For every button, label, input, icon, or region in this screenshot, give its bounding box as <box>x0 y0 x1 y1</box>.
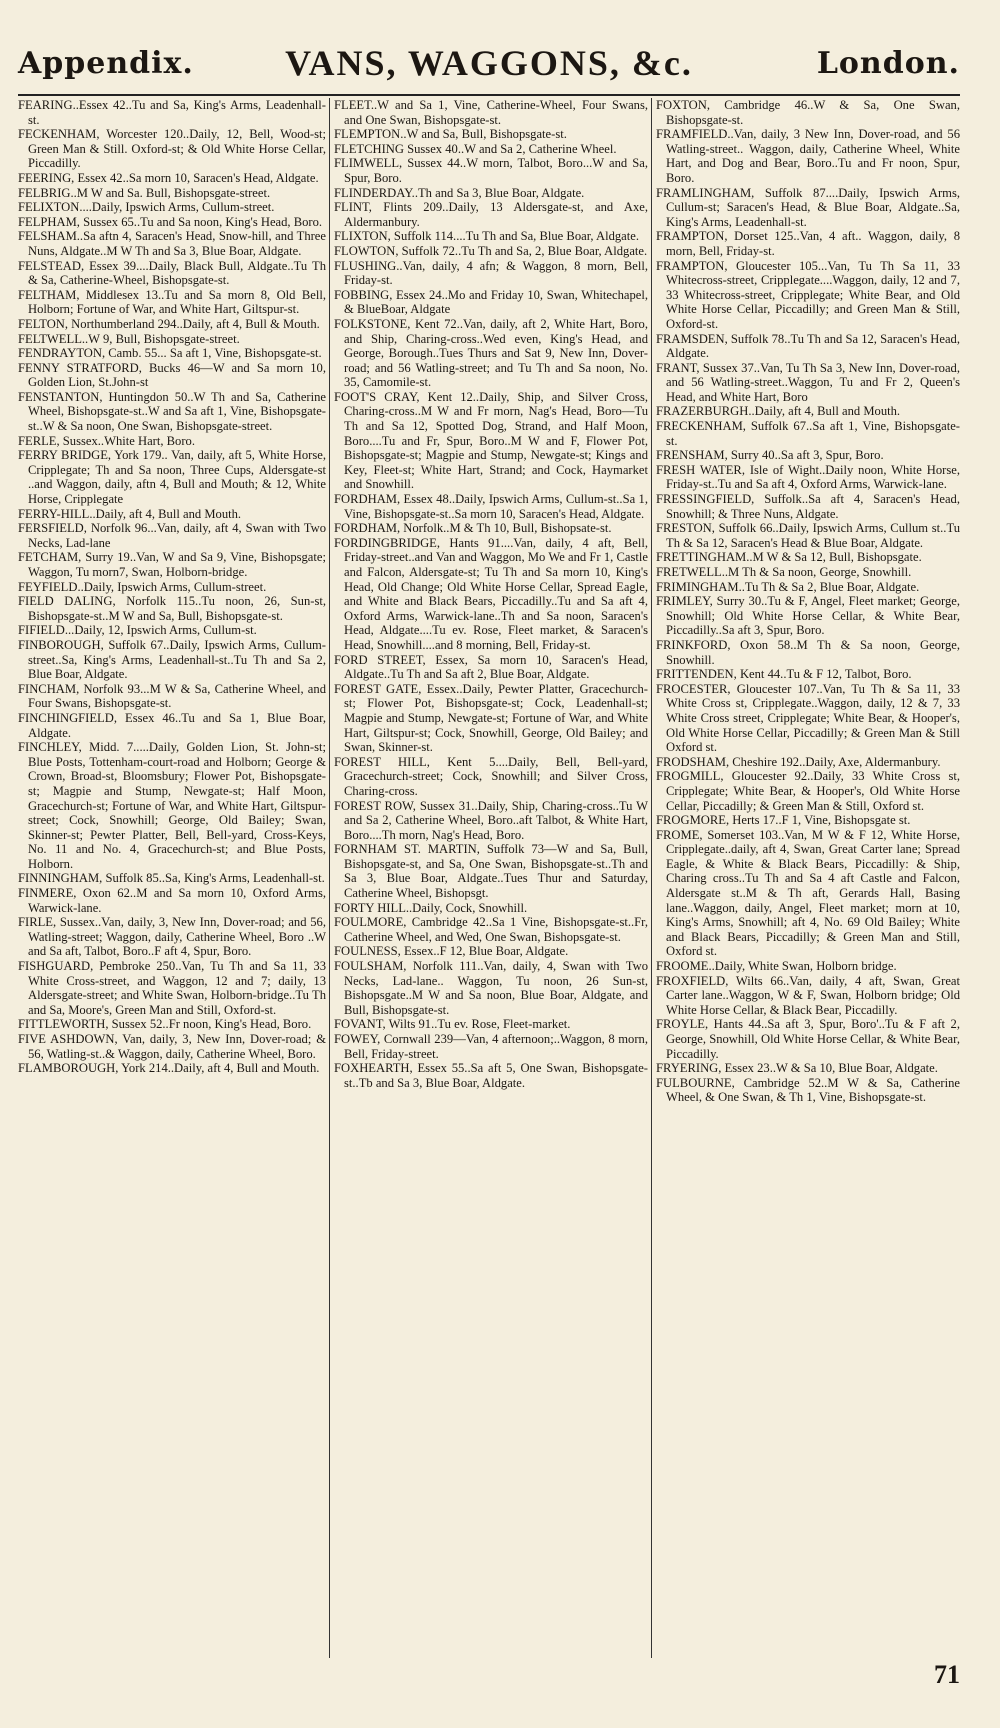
directory-entry: FOOT'S CRAY, Kent 12..Daily, Ship, and Silver Cross, Charing-cross..M W and Fr morn, Nag's Head, Boro—Tu Th and Sa 12, Spotted Dog, Strand, and Half Moon, Boro....Tu and Fr, Spur, Boro..M W and F, Flower Pot, Bishopsgate-st; Magpie and Stump, Newgate-st; Kings and Key, Fleet-st; White Hart, Strand; and Cock, Haymarket and Snowhill. <box>334 389 648 492</box>
directory-entry: FLIXTON, Suffolk 114....Tu Th and Sa, Blue Boar, Aldgate. <box>334 229 640 244</box>
directory-entry: FORDHAM, Essex 48..Daily, Ipswich Arms, Cullum-st..Sa 1, Vine, Bishopsgate-st..Sa morn 10, Saracen's Head, Aldgate. <box>334 492 648 521</box>
directory-entry: FLETCHING Sussex 40..W and Sa 2, Catherine Wheel. <box>334 141 617 156</box>
column-3 <box>656 98 960 1658</box>
directory-entry: FRETTINGHAM..M W & Sa 12, Bull, Bishopsgate. <box>656 550 922 565</box>
directory-entry: FRITTENDEN, Kent 44..Tu & F 12, Talbot, Boro. <box>656 667 912 682</box>
directory-entry: FIRLE, Sussex..Van, daily, 3, New Inn, Dover-road; and 56, Watling-street; Waggon, daily, Catherine Wheel, Boro ..W and Sa aft, Talbot, Boro..F aft 4, Spur, Boro. <box>18 915 326 959</box>
directory-entry: FINMERE, Oxon 62..M and Sa morn 10, Oxford Arms, Warwick-lane. <box>18 886 326 915</box>
directory-entry: FRAZERBURGH..Daily, aft 4, Bull and Mouth. <box>656 404 901 419</box>
directory-entry: FOBBING, Essex 24..Mo and Friday 10, Swan, Whitechapel, & BlueBoar, Aldgate <box>334 287 648 317</box>
column-divider <box>329 98 330 1658</box>
directory-entry: FLINT, Flints 209..Daily, 13 Aldersgate-st, and Axe, Aldermanbury. <box>334 200 648 229</box>
directory-entry: FINCHINGFIELD, Essex 46..Tu and Sa 1, Blue Boar, Aldgate. <box>18 710 326 740</box>
directory-entry: FINCHLEY, Midd. 7.....Daily, Golden Lion, St. John-st; Blue Posts, Tottenham-court-road and Holborn; George & Crown, Broad-st, Bloomsbury; Flower Pot, Bishopsgate-st; Magpie and Stump, Newgate-st; Half Moon, Gracechurch-st; Fortune of War, and White Hart, Giltspur-street; Cock, Snowhill; George, Old Bailey; Swan, Skinner-st; Pewter Platter, Bell, Bell-yard, Cross-Keys, No. 11 and No. 4, Gracechurch-st; and Blue Posts, Holborn. <box>18 740 326 871</box>
directory-entry: FROYLE, Hants 44..Sa aft 3, Spur, Boro'..Tu & F aft 2, George, Snowhill, Old White Horse Cellar, & White Bear, Piccadilly. <box>656 1017 960 1061</box>
directory-entry: FORD STREET, Essex, Sa morn 10, Saracen's Head, Aldgate..Tu Th and Sa aft 2, Blue Boar, Aldgate. <box>334 652 648 682</box>
directory-entry: FRANT, Sussex 37..Van, Tu Th Sa 3, New Inn, Dover-road, and 56 Watling-street..Waggon, Tu and Fr 2, Queen's Head, and White Hart, Boro <box>656 360 960 404</box>
directory-entry: FLEET..W and Sa 1, Vine, Catherine-Wheel, Four Swans, and One Swan, Bishopsgate-st. <box>334 98 648 127</box>
directory-entry: FORDHAM, Norfolk..M & Th 10, Bull, Bishopsate-st. <box>334 521 612 536</box>
directory-entry: FLUSHING..Van, daily, 4 afn; & Waggon, 8 morn, Bell, Friday-st. <box>334 258 648 288</box>
directory-entry: FULBOURNE, Cambridge 52..M W & Sa, Catherine Wheel, & One Swan, & Th 1, Vine, Bishopsgate-st. <box>656 1075 960 1105</box>
directory-entry: FOULSHAM, Norfolk 111..Van, daily, 4, Swan with Two Necks, Lad-lane.. Waggon, Tu noon, 26 Sun-st, Bishopsgate..M W and Sa noon, Blue Boar, Aldgate, and Bull, Bishopsgate-st. <box>334 959 648 1017</box>
column-divider <box>651 98 652 1658</box>
directory-entry: FOREST GATE, Essex..Daily, Pewter Platter, Gracechurch-st; Flower Pot, Bishopsgate-st; Cock, Leadenhall-st; Magpie and Stump, Newgate-st; Fortune of War, and White Hart, Giltspur-st; Cock, Snowhill, George, Old Bailey; and Swan, Skinner-st. <box>334 681 648 755</box>
directory-entry: FELPHAM, Sussex 65..Tu and Sa noon, King's Head, Boro. <box>18 214 323 229</box>
directory-entry: FEERING, Essex 42..Sa morn 10, Saracen's Head, Aldgate. <box>18 170 319 185</box>
directory-entry: FOWEY, Cornwall 239—Van, 4 afternoon;..Waggon, 8 morn, Bell, Friday-street. <box>334 1032 648 1061</box>
directory-entry: FECKENHAM, Worcester 120..Daily, 12, Bell, Wood-st; Green Man & Still. Oxford-st; & Old White Horse Cellar, Piccadilly. <box>18 127 326 171</box>
directory-entry: FLINDERDAY..Th and Sa 3, Blue Boar, Aldgate. <box>334 185 585 200</box>
directory-entry: FORDINGBRIDGE, Hants 91....Van, daily, 4 aft, Bell, Friday-street..and Van and Waggon, Mo We and Fr 1, Castle and Falcon, Aldersgate-st; Tu Th and Sa morn 10, King's Head, Old Change; Old White Horse Cellar, Spread Eagle, and White and Black Bears, Piccadilly..Tu and Sa aft 4, Oxford Arms, Warwick-lane..Th and Sa noon, Saracen's Head, Aldgate....Tu ev. Rose, Fleet market, & Saracen's Head, Snowhill....and 8 morning, Bell, Friday-st. <box>334 535 648 652</box>
header-rule <box>18 94 960 96</box>
directory-entry: FELTON, Northumberland 294..Daily, aft 4, Bull & Mouth. <box>18 316 320 331</box>
directory-entry: FORNHAM ST. MARTIN, Suffolk 73—W and Sa, Bull, Bishopsgate-st, and Sa, One Swan, Bishopsgate-st..Th and Sa 3, Blue Boar, Aldgate..Tues Thur and Saturday, Catherine Wheel, Bishopsgt. <box>334 842 648 901</box>
directory-entry: FRECKENHAM, Suffolk 67..Sa aft 1, Vine, Bishopsgate-st. <box>656 419 960 448</box>
directory-entry: FRAMSDEN, Suffolk 78..Tu Th and Sa 12, Saracen's Head, Aldgate. <box>656 331 960 361</box>
directory-entry: FRAMLINGHAM, Suffolk 87....Daily, Ipswich Arms, Cullum-st; Saracen's Head, & Blue Boar, Aldgate..Sa, King's Arms, Leadenhall-st. <box>656 185 960 229</box>
directory-entry: FELBRIG..M W and Sa. Bull, Bishopsgate-street. <box>18 185 271 200</box>
directory-entry: FRIMLEY, Surry 30..Tu & F, Angel, Fleet market; George, Snowhill; Old White Horse Cellar, & White Bear, Piccadilly..Sa aft 3, Spur, Boro. <box>656 594 960 638</box>
directory-entry: FRESSINGFIELD, Suffolk..Sa aft 4, Saracen's Head, Snowhill; & Three Nuns, Aldgate. <box>656 492 960 521</box>
directory-entry: FROGMILL, Gloucester 92..Daily, 33 White Cross st, Cripplegate; White Bear, & Hooper's, Old White Horse Cellar, Piccadilly; & Green Man & Still, Oxford st. <box>656 769 960 813</box>
page-number: 71 <box>934 1660 960 1689</box>
directory-entry: FRYERING, Essex 23..W & Sa 10, Blue Boar, Aldgate. <box>656 1061 938 1076</box>
column-1 <box>18 98 326 1658</box>
columns <box>18 98 960 1658</box>
directory-entry: FOLKSTONE, Kent 72..Van, daily, aft 2, White Hart, Boro, and Ship, Charing-cross..Wed even, King's Head, and George, Borough..Tues Thurs and Sat 9, New Inn, Dover-road; and 56 Watling-street; and Tu Th and Sa noon, No. 35, Camomile-st. <box>334 316 648 390</box>
directory-entry: FLIMWELL, Sussex 44..W morn, Talbot, Boro...W and Sa, Spur, Boro. <box>334 156 648 185</box>
header-title: VANS, WAGGONS, &c. <box>285 43 693 83</box>
directory-entry: FRAMPTON, Dorset 125..Van, 4 aft.. Waggon, daily, 8 morn, Bell, Friday-st. <box>656 229 960 258</box>
directory-entry: FENNY STRATFORD, Bucks 46—W and Sa morn 10, Golden Lion, St.John-st <box>18 360 326 390</box>
directory-entry: FERRY BRIDGE, York 179.. Van, daily, aft 5, White Horse, Cripplegate; Th and Sa noon, Three Cups, Aldersgate-st ..and Waggon, daily, aftn 4, Bull and Mouth; & 12, White Horse, Cripplegate <box>18 448 326 507</box>
directory-entry: FIELD DALING, Norfolk 115..Tu noon, 26, Sun-st, Bishopsgate-st..M W and Sa, Bull, Bishopsgate-st. <box>18 594 326 623</box>
directory-entry: FELSHAM..Sa aftn 4, Saracen's Head, Snow-hill, and Three Nuns, Aldgate..M W Th and Sa 3, Blue Boar, Aldgate. <box>18 229 326 258</box>
directory-entry: FRAMPTON, Gloucester 105...Van, Tu Th Sa 11, 33 Whitecross-street, Cripplegate....Waggon, daily, 12 and 7, 33 Whitecross-street, Cripplegate; White Bear, and Old White Horse Cellar, Piccadilly; and Green Man & Still, Oxford-st. <box>656 258 960 331</box>
directory-entry: FOREST HILL, Kent 5....Daily, Bell, Bell-yard, Gracechurch-street; Cock, Snowhill; and Silver Cross, Charing-cross. <box>334 754 648 798</box>
directory-entry: FENDRAYTON, Camb. 55... Sa aft 1, Vine, Bishopsgate-st. <box>18 346 322 361</box>
directory-entry: FELIXTON....Daily, Ipswich Arms, Cullum-street. <box>18 200 275 215</box>
directory-entry: FRODSHAM, Cheshire 192..Daily, Axe, Aldermanbury. <box>656 754 941 769</box>
directory-entry: FRESTON, Suffolk 66..Daily, Ipswich Arms, Cullum st..Tu Th & Sa 12, Saracen's Head & Blue Boar, Aldgate. <box>656 521 960 550</box>
directory-entry: FINBOROUGH, Suffolk 67..Daily, Ipswich Arms, Cullum-street..Sa, King's Arms, Leadenhall-st..Tu Th and Sa 2, Blue Boar, Aldgate. <box>18 637 326 682</box>
directory-entry: FEARING..Essex 42..Tu and Sa, King's Arms, Leadenhall-st. <box>18 98 326 127</box>
directory-entry: FLAMBOROUGH, York 214..Daily, aft 4, Bull and Mouth. <box>18 1061 320 1076</box>
directory-entry: FORTY HILL..Daily, Cock, Snowhill. <box>334 900 528 915</box>
directory-entry: FRINKFORD, Oxon 58..M Th & Sa noon, George, Snowhill. <box>656 637 960 667</box>
directory-entry: FITTLEWORTH, Sussex 52..Fr noon, King's Head, Boro. <box>18 1017 312 1032</box>
directory-entry: FENSTANTON, Huntingdon 50..W Th and Sa, Catherine Wheel, Bishopsgate-st..W and Sa aft 1, Vine, Bishopsgate-st..W & Sa noon, One Swan, Bishopsgate-street. <box>18 389 326 434</box>
directory-entry: FOXTON, Cambridge 46..W & Sa, One Swan, Bishopsgate-st. <box>656 98 960 127</box>
directory-entry: FELTHAM, Middlesex 13..Tu and Sa morn 8, Old Bell, Holborn; Fortune of War, and White Hart, Giltspur-st. <box>18 287 326 317</box>
directory-entry: FERRY-HILL..Daily, aft 4, Bull and Mouth. <box>18 506 242 521</box>
directory-entry: FOVANT, Wilts 91..Tu ev. Rose, Fleet-market. <box>334 1017 571 1032</box>
directory-entry: FRENSHAM, Surry 40..Sa aft 3, Spur, Boro. <box>656 448 884 463</box>
page-header <box>18 40 960 90</box>
directory-entry: FRIMINGHAM..Tu Th & Sa 2, Blue Boar, Aldgate. <box>656 579 920 594</box>
column-2 <box>334 98 648 1658</box>
directory-entry: FETCHAM, Surry 19..Van, W and Sa 9, Vine, Bishopsgate; Waggon, Tu morn7, Swan, Holborn-bridge. <box>18 550 326 579</box>
directory-entry: FOULNESS, Essex..F 12, Blue Boar, Aldgate. <box>334 944 569 959</box>
header-section-label: Appendix. <box>18 46 194 81</box>
directory-entry: FOXHEARTH, Essex 55..Sa aft 5, One Swan, Bishopsgate-st..Tb and Sa 3, Blue Boar, Aldgate. <box>334 1061 648 1090</box>
directory-entry: FRESH WATER, Isle of Wight..Daily noon, White Horse, Friday-st..Tu and Sa aft 4, Oxford Arms, Warwick-lane. <box>656 462 960 492</box>
directory-entry: FROXFIELD, Wilts 66..Van, daily, 4 aft, Swan, Great Carter lane..Waggon, W & F, Swan, Holborn bridge; Old White Horse Cellar, & Black Bear, Piccadilly. <box>656 973 960 1017</box>
directory-entry: FOREST ROW, Sussex 31..Daily, Ship, Charing-cross..Tu W and Sa 2, Catherine Wheel, Boro..aft Talbot, & White Hart, Boro....Th morn, Nag's Head, Boro. <box>334 798 648 842</box>
directory-entry: FROCESTER, Gloucester 107..Van, Tu Th & Sa 11, 33 White Cross st, Cripplegate..Waggon, daily, 12 & 7, 33 White Cross street, Cripplegate; White Bear, & Hooper's, Old White Horse Cellar, Piccadilly; & Green Man & Still Oxford st. <box>656 681 960 755</box>
directory-entry: FELTWELL..W 9, Bull, Bishopsgate-street. <box>18 331 240 346</box>
directory-entry: FERSFIELD, Norfolk 96...Van, daily, aft 4, Swan with Two Necks, Lad-lane <box>18 521 326 550</box>
directory-entry: FINNINGHAM, Suffolk 85..Sa, King's Arms, Leadenhall-st. <box>18 871 325 886</box>
directory-entry: FRAMFIELD..Van, daily, 3 New Inn, Dover-road, and 56 Watling-street.. Waggon, daily, Catherine Wheel, White Hart, and Dog and Bear, Boro..Tu and Fr noon, Spur, Boro. <box>656 127 960 185</box>
directory-entry: FROGMORE, Herts 17..F 1, Vine, Bishopsgate st. <box>656 813 911 828</box>
directory-entry: FISHGUARD, Pembroke 250..Van, Tu Th and Sa 11, 33 White Cross-street, and Waggon, 12 and 7; daily, 13 Aldersgate-street; and White Swan, Holborn-bridge..Tu Th and Sa, Moore's, Green Man and Still, Oxford-st. <box>18 959 326 1017</box>
directory-entry: FIFIELD...Daily, 12, Ipswich Arms, Cullum-st. <box>18 623 257 638</box>
directory-entry: FROOME..Daily, White Swan, Holborn bridge. <box>656 959 897 974</box>
directory-entry: FROME, Somerset 103..Van, M W & F 12, White Horse, Cripplegate..daily, aft 4, Swan, Great Carter lane; Spread Eagle, & White & Black Bears, Piccadilly: & Ship, Charing cross..Tu Th and Sa 4 aft Castle and Falcon, Aldersgate st..M & Th aft, Gerards Hall, Basing lane..Waggon, daily, Angel, Fleet market; morn at 10, King's Arms, Snowhill; aft 4, No. 69 Old Bailey; White and Black Bears, Piccadilly; & Green Man and Still, Oxford st. <box>656 827 960 959</box>
directory-entry: FIVE ASHDOWN, Van, daily, 3, New Inn, Dover-road; & 56, Watling-st..& Waggon, daily, Catherine Wheel, Boro. <box>18 1032 326 1061</box>
directory-entry: FLOWTON, Suffolk 72..Tu Th and Sa, 2, Blue Boar, Aldgate. <box>334 243 648 258</box>
directory-entry: FELSTEAD, Essex 39....Daily, Black Bull, Aldgate..Tu Th & Sa, Catherine-Wheel, Bishopsgate-st. <box>18 258 326 288</box>
directory-entry: FERLE, Sussex..White Hart, Boro. <box>18 433 195 448</box>
directory-entry: FOULMORE, Cambridge 42..Sa 1 Vine, Bishopsgate-st..Fr, Catherine Wheel, and Wed, One Swan, Bishopsgate-st. <box>334 915 648 944</box>
directory-entry: FINCHAM, Norfolk 93...M W & Sa, Catherine Wheel, and Four Swans, Bishopsgate-st. <box>18 681 326 711</box>
directory-entry: FEYFIELD..Daily, Ipswich Arms, Cullum-street. <box>18 579 267 594</box>
header-city-label: London. <box>816 46 960 81</box>
directory-entry: FRETWELL..M Th & Sa noon, George, Snowhill. <box>656 565 912 579</box>
directory-entry: FLEMPTON..W and Sa, Bull, Bishopsgate-st. <box>334 127 567 142</box>
